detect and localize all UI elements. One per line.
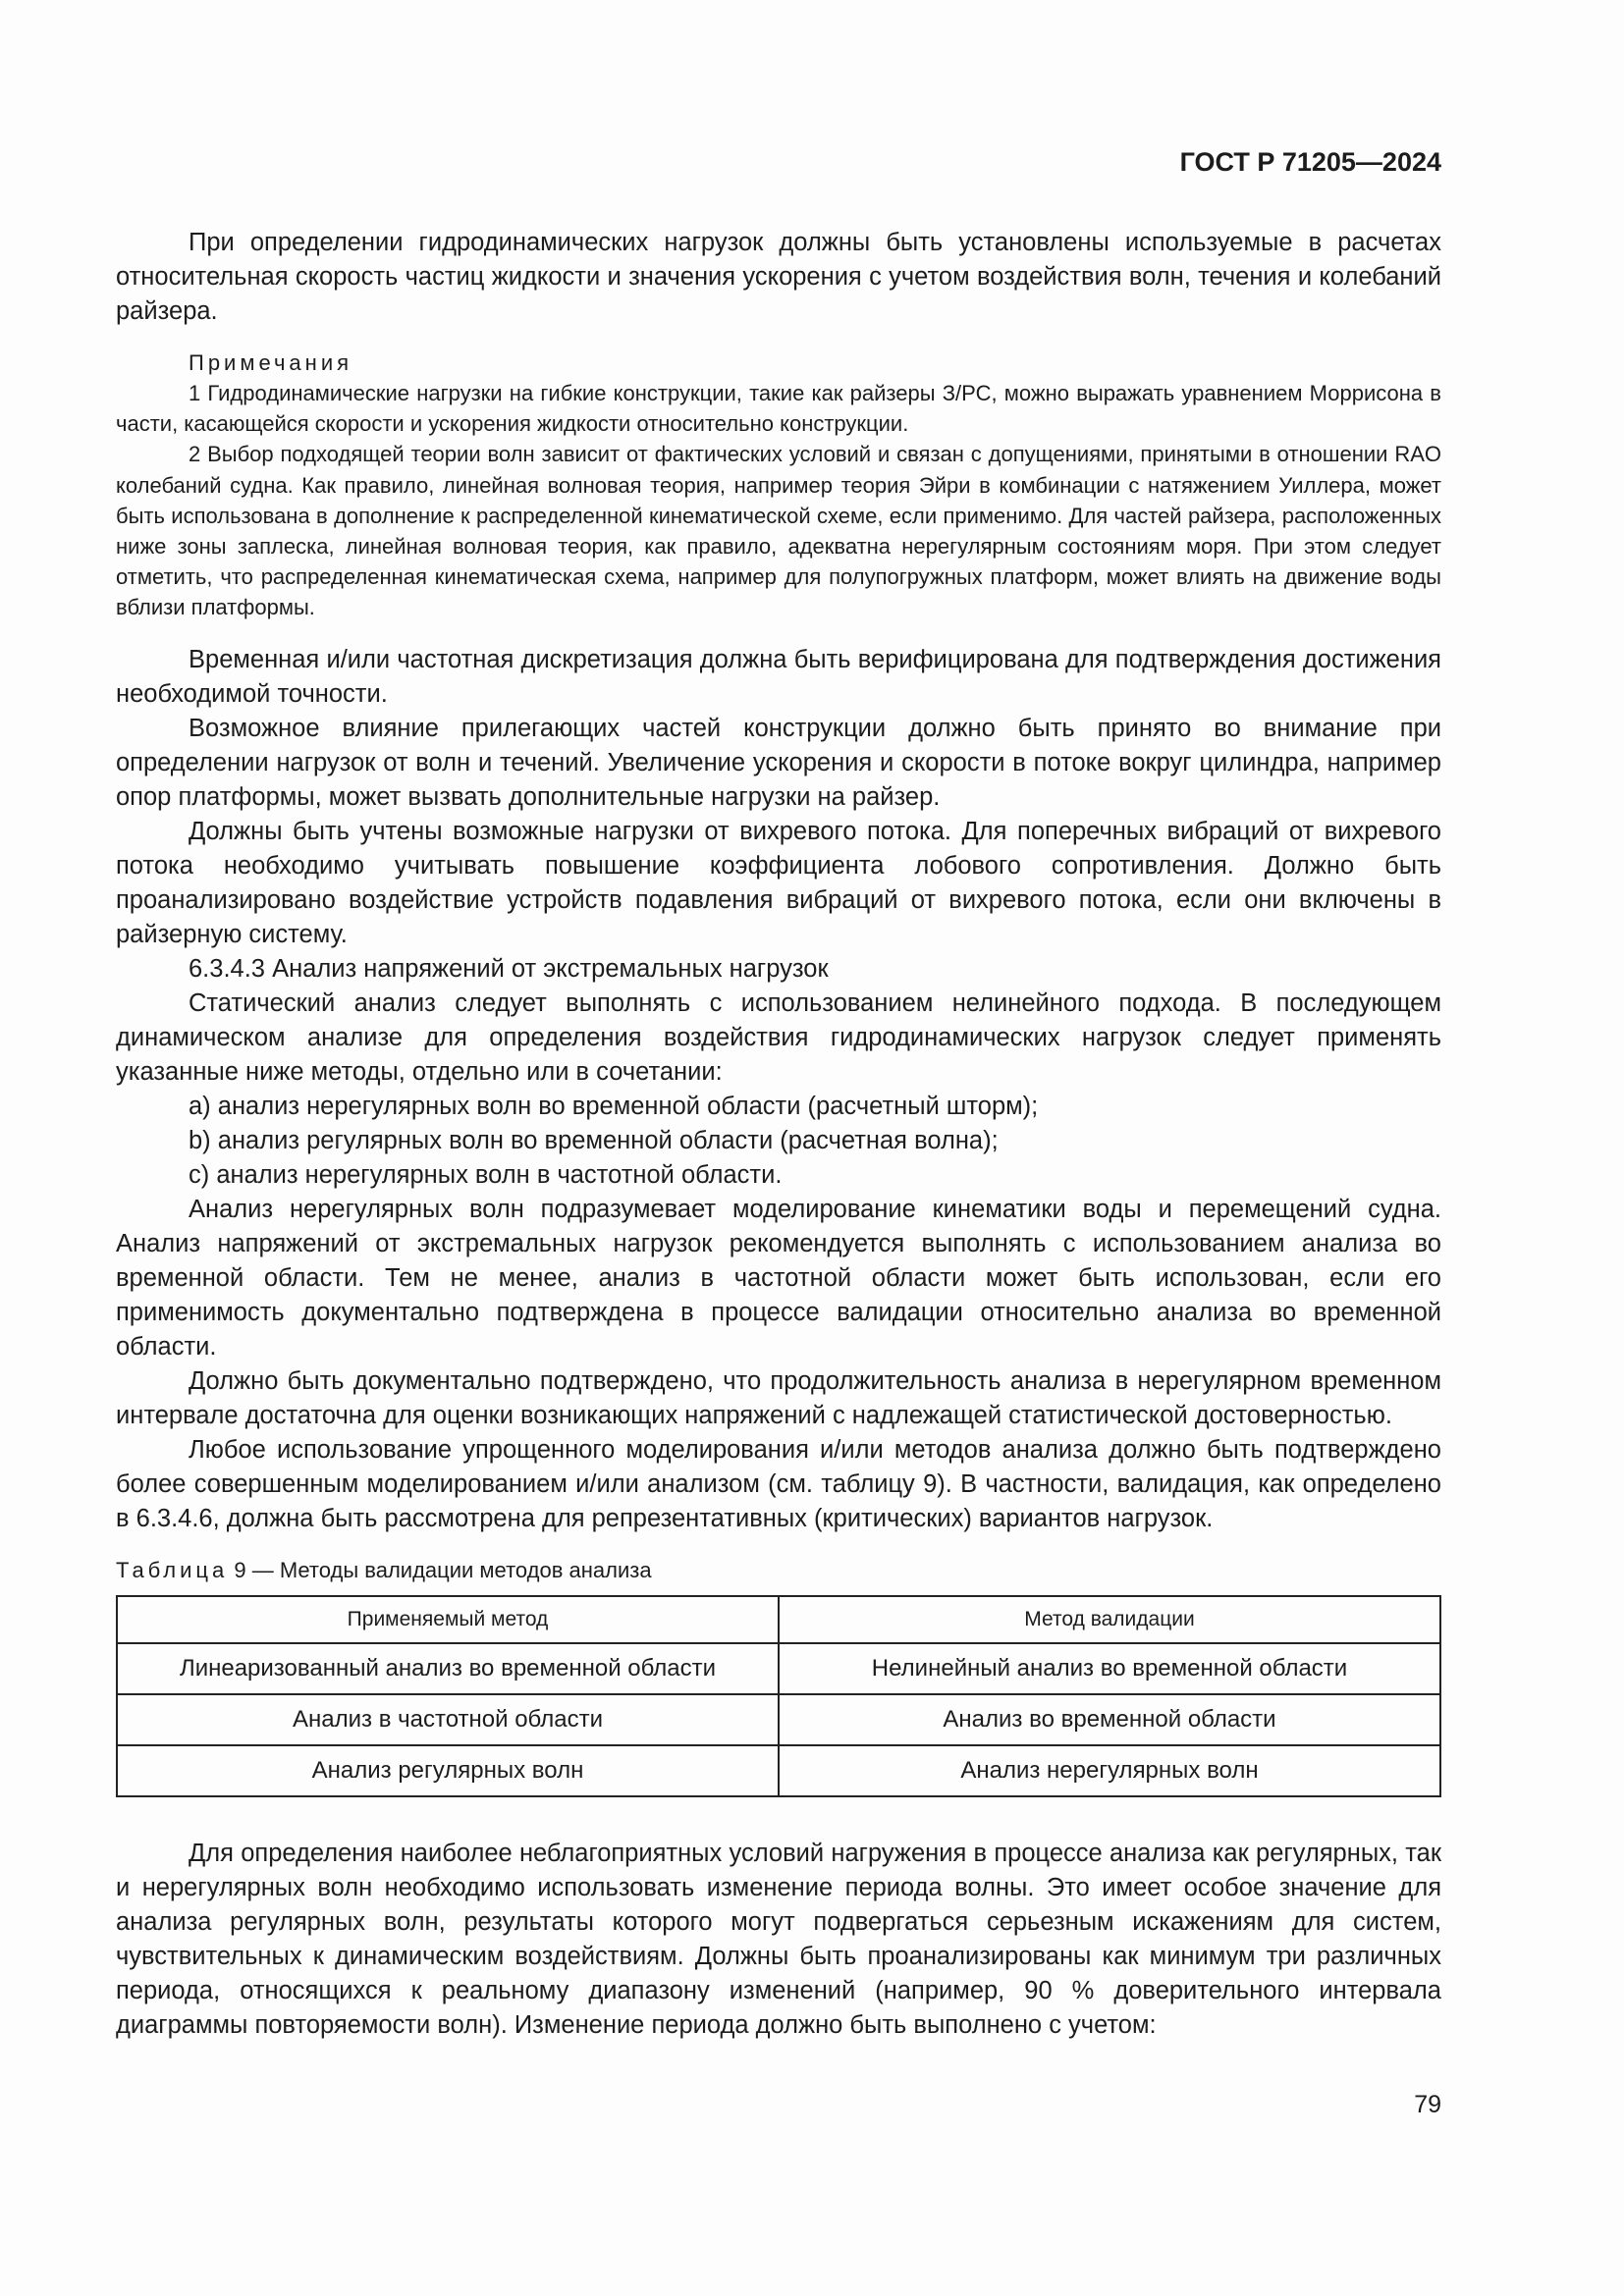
table-row [117,1694,1440,1745]
body-paragraph: Анализ нерегулярных волн подразумевает моделирование кинематики воды и перемещений судна. Анализ напряжений от экстремальных нагрузок рекомендуется выполнять с использованием анализа во временной области. Тем не менее, анализ в частотной области может быть использован, если его применимость документально подтверждена в процессе валидации относительно анализа во временной области. [116,1195,1441,1361]
note-item: 2 Выбор подходящей теории волн зависит от фактических условий и связан с допущениями, принятыми в отношении RAO колебаний судна. Как правило, линейная волновая теория, например теория Эйри в комбинации с натяжением Уиллера, может быть использована в дополнение к распределенной кинематической схеме, если применимо. Для частей райзера, расположенных ниже зоны заплеска, линейная волновая теория, как правило, адекватна нерегулярным состояниям моря. При этом следует отметить, что распределенная кинематическая схема, например для полупогружных платформ, может влиять на движение воды вблизи платформы. [116,442,1441,620]
intro-paragraph: При определении гидродинамических нагрузок должны быть установлены используемые в расчетах относительная скорость частиц жидкости и значения ускорения с учетом воздействия волн, течения и колебаний райзера. [116,229,1441,325]
validation-table [116,1595,1441,1797]
table-cell: Нелинейный анализ во временной области [779,1643,1440,1694]
table-caption-label: Таблица [116,1557,229,1582]
page-content [116,226,1441,2043]
section-title: 6.3.4.3 Анализ напряжений от экстремальных нагрузок [189,954,829,983]
list-item: b) анализ регулярных волн во временной области (расчетная волна); [189,1126,999,1154]
body-paragraph: Временная и/или частотная дискретизация должна быть верифицирована для подтверждения достижения необходимой точности. [116,645,1441,708]
notes-block [116,348,1441,623]
list-item: a) анализ нерегулярных волн во временной области (расчетный шторм); [189,1092,1039,1120]
closing-paragraph: Для определения наиболее неблагоприятных условий нагружения в процессе анализа как регулярных, так и нерегулярных волн необходимо использовать изменение периода волны. Это имеет особое значение для анализа регулярных волн, результаты которого могут подвергаться серьезным искажениям для систем, чувствительных к динамическим воздействиям. Должны быть проанализированы как минимум три различных периода, относящихся к реальному диапазону изменений (например, 90 % доверительного интервала диаграммы повторяемости волн). Изменение периода должно быть выполнено с учетом: [116,1839,1441,2039]
body-paragraph: Любое использование упрощенного моделирования и/или методов анализа должно быть подтверждено более совершенным моделированием и/или анализом (см. таблицу 9). В частности, валидация, как определено в 6.3.4.6, должна быть рассмотрена для репрезентативных (критических) вариантов нагрузок. [116,1435,1441,1532]
notes-heading: Примечания [189,350,353,375]
table-cell: Анализ в частотной области [117,1694,779,1745]
body-paragraph: Должно быть документально подтверждено, что продолжительность анализа в нерегулярном временном интервале достаточна для оценки возникающих напряжений с надлежащей статистической достоверностью. [116,1366,1441,1429]
body-paragraph: Должны быть учтены возможные нагрузки от вихревого потока. Для поперечных вибраций от вихревого потока необходимо учитывать повышение коэффициента лобового сопротивления. Должно быть проанализировано воздействие устройств подавления вибраций от вихревого потока, если они включены в райзерную систему. [116,817,1441,948]
table-row [117,1745,1440,1796]
table-header-row [117,1596,1440,1643]
table-row [117,1643,1440,1694]
table-cell: Анализ нерегулярных волн [779,1745,1440,1796]
page-number: 79 [1414,2091,1441,2118]
table-caption-text: 9 — Методы валидации методов анализа [234,1557,652,1582]
table-cell: Анализ во временной области [779,1694,1440,1745]
body-paragraph: Возможное влияние прилегающих частей конструкции должно быть принято во внимание при определении нагрузок от волн и течений. Увеличение ускорения и скорости в потоке вокруг цилиндра, например опор платформы, может вызвать дополнительные нагрузки на райзер. [116,714,1441,811]
table-cell: Линеаризованный анализ во временной области [117,1643,779,1694]
table-header-cell: Применяемый метод [117,1596,779,1643]
table-header-cell: Метод валидации [779,1596,1440,1643]
standard-number: ГОСТ Р 71205—2024 [1179,147,1441,177]
note-item: 1 Гидродинамические нагрузки на гибкие конструкции, такие как райзеры З/РС, можно выражать уравнением Моррисона в части, касающейся скорости и ускорения жидкости относительно конструкции. [116,381,1441,437]
list-item: c) анализ нерегулярных волн в частотной области. [189,1160,783,1189]
table-caption [116,1556,1441,1585]
body-paragraph: Статический анализ следует выполнять с использованием нелинейного подхода. В последующем динамическом анализе для определения воздействия гидродинамических нагрузок следует применять указанные ниже методы, отдельно или в сочетании: [116,988,1441,1086]
table-cell: Анализ регулярных волн [117,1745,779,1796]
